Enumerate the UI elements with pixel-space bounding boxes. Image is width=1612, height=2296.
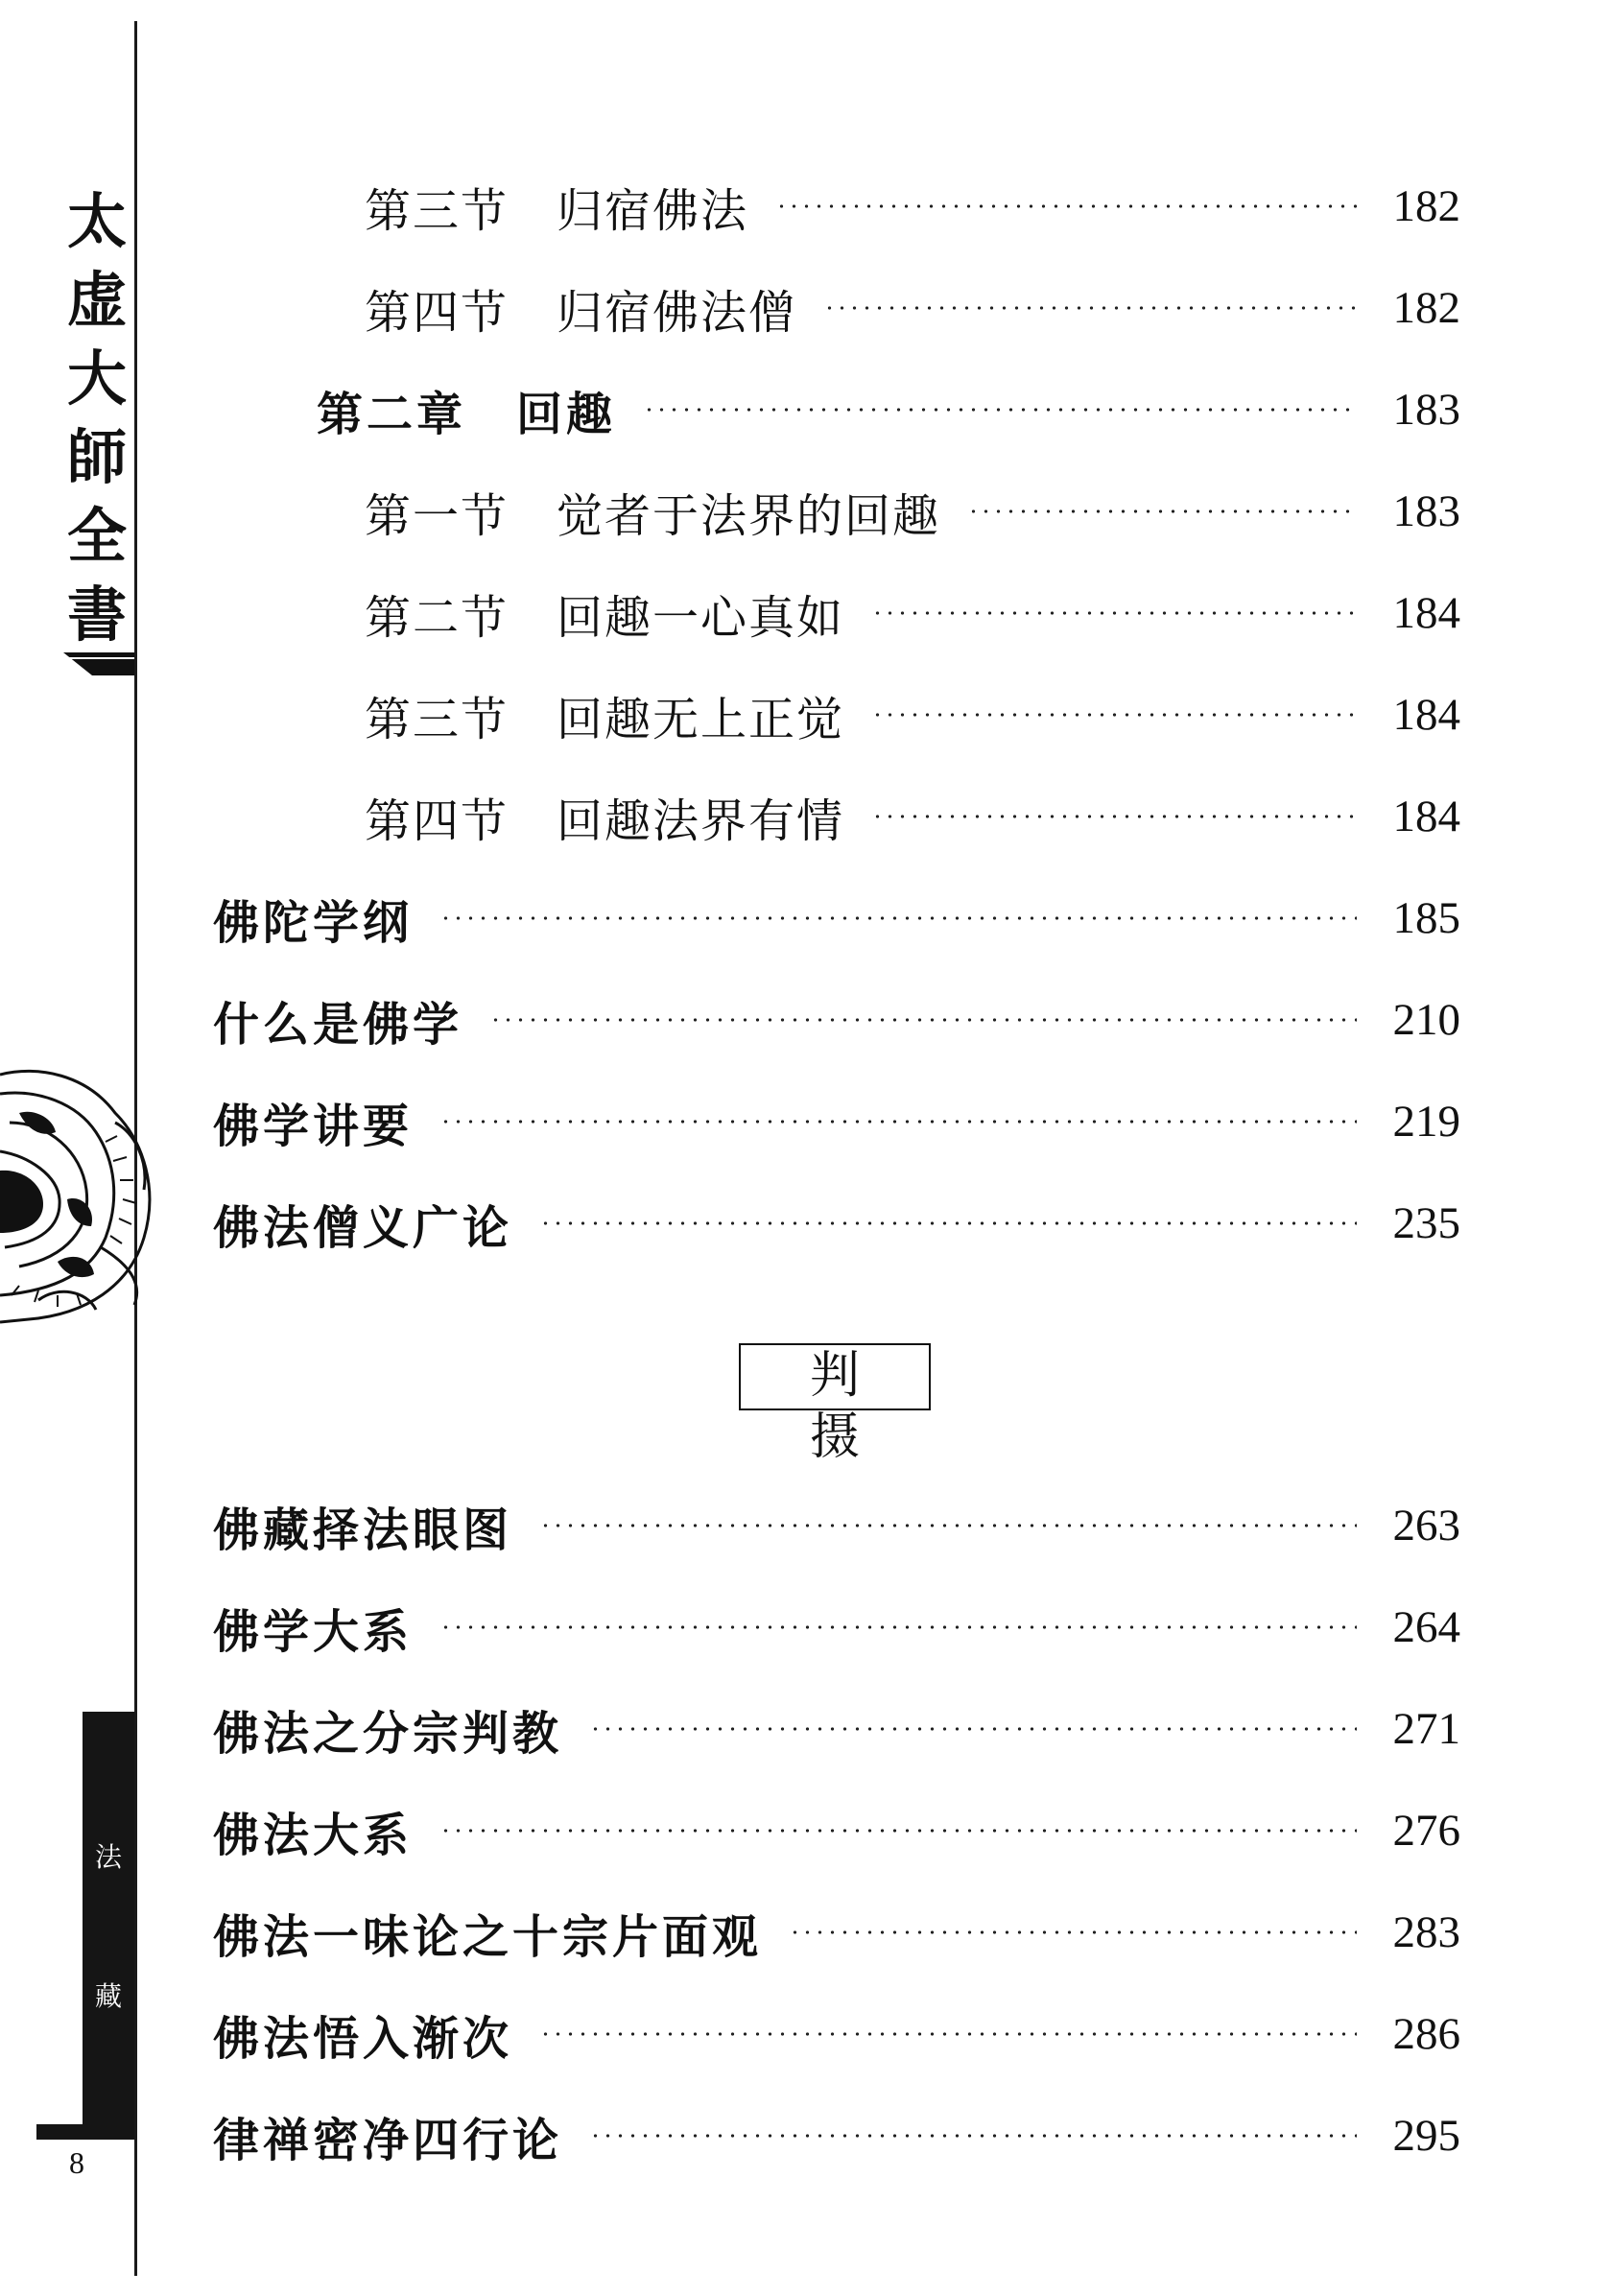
toc-entry-page: 283 [1392, 1907, 1460, 1957]
toc-entry-title: 佛藏择法眼图 [213, 1503, 513, 1557]
dot-leader [439, 916, 1357, 920]
toc-entry-title: 第三节 归宿佛法 [365, 183, 749, 238]
toc-entry-page: 219 [1392, 1097, 1460, 1147]
toc-entry[interactable] [365, 580, 1460, 647]
toc-entry-title: 佛陀学纲 [213, 895, 414, 950]
toc-entry-article[interactable] [213, 1695, 1460, 1763]
toc-entry-article[interactable] [213, 1797, 1460, 1864]
toc-entry-title: 佛法僧义广论 [213, 1200, 513, 1255]
toc-entry[interactable] [365, 478, 1460, 545]
toc-entry-title: 第四节 回趣法界有情 [365, 793, 845, 848]
toc-entry[interactable] [365, 783, 1460, 850]
dot-leader [871, 611, 1357, 615]
toc-entry-page: 276 [1392, 1806, 1460, 1856]
toc-entry-page: 183 [1392, 486, 1460, 536]
side-tab-label-top: 法 [94, 1841, 122, 1873]
toc-entry-page: 271 [1392, 1704, 1460, 1754]
dot-leader [775, 204, 1357, 208]
toc-entry-title: 第二章 回趣 [317, 387, 617, 441]
dot-leader [823, 306, 1357, 310]
dot-leader [643, 408, 1357, 412]
toc-entry-article[interactable] [213, 986, 1460, 1053]
dot-leader [489, 1018, 1357, 1022]
dot-leader [439, 1829, 1357, 1833]
toc-entry-page: 185 [1392, 893, 1460, 943]
dot-leader [539, 2032, 1357, 2036]
toc-entry-title: 佛法一味论之十宗片面观 [213, 1909, 763, 1964]
book-title-vertical [59, 182, 134, 654]
dot-leader [539, 1524, 1357, 1527]
section-heading: 判 摄 [739, 1343, 931, 1410]
dot-leader [871, 815, 1357, 818]
toc-entry-page: 184 [1392, 588, 1460, 638]
toc-entry[interactable] [365, 681, 1460, 748]
toc-entry-page: 182 [1392, 283, 1460, 333]
toc-entry[interactable] [365, 173, 1460, 240]
book-title-char: 太 [66, 186, 127, 256]
toc-entry-title: 第三节 回趣无上正觉 [365, 692, 845, 746]
book-title-char: 師 [66, 422, 127, 492]
book-title-char: 全 [66, 501, 127, 571]
toc-entry-chapter[interactable] [317, 376, 1460, 443]
book-title-char: 虚 [66, 265, 127, 335]
peony-flower-icon [0, 1055, 161, 1324]
toc-entry-title: 佛学讲要 [213, 1099, 414, 1153]
toc-entry-title: 第四节 归宿佛法僧 [365, 285, 797, 340]
toc-entry[interactable] [365, 274, 1460, 342]
dot-leader [871, 713, 1357, 717]
toc-entry-title: 第二节 回趣一心真如 [365, 590, 845, 645]
toc-entry-page: 295 [1392, 2111, 1460, 2161]
dot-leader [967, 509, 1357, 513]
toc-entry-title: 佛学大系 [213, 1604, 414, 1659]
toc-entry-page: 210 [1392, 995, 1460, 1045]
toc-entry-article[interactable] [213, 1190, 1460, 1257]
toc-entry-article[interactable] [213, 885, 1460, 952]
side-tab-label-bottom: 藏 [94, 1980, 122, 2012]
toc-entry-page: 263 [1392, 1501, 1460, 1550]
toc-entry-title: 第一节 觉者于法界的回趣 [365, 488, 941, 543]
side-tab-foot [36, 2124, 134, 2140]
toc-entry-page: 184 [1392, 690, 1460, 740]
toc-entry-article[interactable] [213, 1899, 1460, 1966]
dot-leader [439, 1120, 1357, 1124]
toc-entry-page: 182 [1392, 181, 1460, 231]
toc-entry-title: 佛法悟入渐次 [213, 2011, 513, 2066]
dot-leader [589, 2134, 1357, 2138]
title-bar-ornament [63, 651, 134, 677]
toc-entry-article[interactable] [213, 1492, 1460, 1559]
toc-entry-article[interactable] [213, 1594, 1460, 1661]
toc-entry-title: 佛法之分宗判教 [213, 1706, 563, 1761]
toc-entry-page: 286 [1392, 2009, 1460, 2059]
toc-entry-article[interactable] [213, 2000, 1460, 2068]
toc-entry-article[interactable] [213, 1088, 1460, 1155]
dot-leader [439, 1625, 1357, 1629]
toc-entry-title: 什么是佛学 [213, 997, 463, 1052]
book-title-char: 大 [66, 343, 127, 414]
toc-entry-page: 184 [1392, 792, 1460, 841]
toc-entry-title: 佛法大系 [213, 1808, 414, 1862]
toc-entry-page: 264 [1392, 1602, 1460, 1652]
dot-leader [789, 1930, 1357, 1934]
toc-entry-title: 律禅密净四行论 [213, 2113, 563, 2167]
dot-leader [589, 1727, 1357, 1731]
dot-leader [539, 1221, 1357, 1225]
section-side-tab [83, 1712, 134, 2124]
toc-entry-page: 183 [1392, 385, 1460, 435]
page-number: 8 [69, 2145, 84, 2180]
toc-entry-article[interactable] [213, 2102, 1460, 2169]
book-title-char: 書 [66, 580, 127, 650]
toc-entry-page: 235 [1392, 1198, 1460, 1248]
